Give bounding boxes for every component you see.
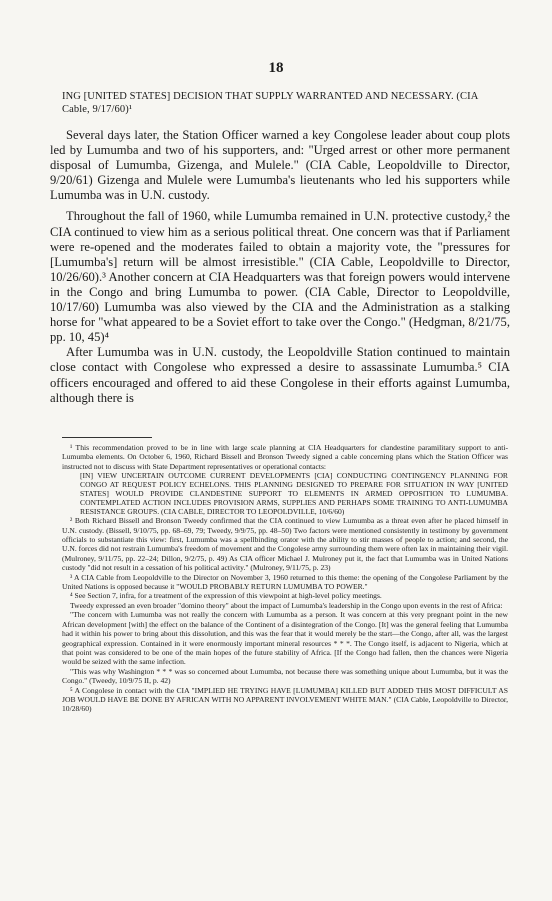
footnote-4: ⁴ See Section 7, infra, for a treatment of the expression of this viewpoint at high-level policy meetings. [70,591,382,601]
footnote-divider [62,437,152,438]
page-number: 18 [268,60,284,76]
footnote-5: ⁵ A Congolese in contact with the CIA "IMPLIED HE TRYING HAVE [LUMUMBA] KILLED BUT ADDED THIS MOST DIFFICULT AS JOB WOULD HAVE BE DONE BY AFRICAN WITH NO APPARENT INVOLVEMENT WHITE MAN." (CIA Cable, Leopoldville to Director, 10/28/60) [62,685,508,714]
main-body [50,128,510,406]
footnote-1: ¹ This recommendation proved to be in line with large scale planning at CIA Headquarters for clandestine paramilitary support to anti-Lumumba elements. On October 6, 1960, Richard Bissell and Bronson Tweedy signed a cable concerning plans which the Station Officer was instructed not to discuss with State Department representatives or operational contacts: [62,443,508,471]
footnote-4-quote-end: "This was why Washington * * * was so concerned about Lumumba, not because there was something unique about Lumumba, but it was the Congo." (Tweedy, 10/9/75 II, p. 42) [62,666,508,686]
body-paragraph-2: Throughout the fall of 1960, while Lumumba remained in U.N. protective custody,² the CIA continued to view him as a serious political threat. One concern was that if Parliament were re-opened and the moderates failed to obtain a majority vote, the "pressures for [Lumumba's] return will be almost irresistible." (CIA Cable, Leopoldville to Director, 10/26/60).³ Another concern at CIA Headquarters was that foreign powers would intervene in the Congo and bring Lumumba to power. (CIA Cable, Director to Leopoldville, 10/17/60) Lumumba was also viewed by the CIA and the Administration as a stalking horse for "what appeared to be a Soviet effort to take over the Congo." (Hedgman, 8/21/75, pp. 10, 45)⁴ [50,209,510,345]
footnote-2: ² Both Richard Bissell and Bronson Tweedy confirmed that the CIA continued to view Lumumba as a threat even after he placed himself in U.N. custody. (Bissell, 9/10/75, pp. 68–69, 79; Tweedy, 9/9/75, pp. 48–50) Two factors were mentioned consistently in testimony by government officials to substantiate this view: first, Lumumba was a spellbinding orator with the ability to stir masses of people to action; and second, the U.N. forces did not restrain Lumumba's freedom of movement and the Congolese army surrounding them were often lax in maintaining their vigil. (Mulroney, 9/11/75, pp. 22–24; Dillon, 9/2/75, p. 49) As CIA officer Michael J. Mulroney put it, the fact that Lumumba was in United Nations custody "did not result in a cessation of his political activity." (Mulroney, 9/11/75, p. 23) [62,516,508,573]
footnote-1-cable-quote: [IN] VIEW UNCERTAIN OUTCOME CURRENT DEVELOPMENTS [CIA] CONDUCTING CONTINGENCY PLANNING FOR CONGO AT REQUEST POLICY ECHELONS. THIS PLANNING DESIGNED TO PREPARE FOR SITUATION IN WAY [UNITED STATES] WOULD PROVIDE CLANDESTINE SUPPORT TO ELEMENTS IN ARMED OPPOSITION TO LUMUMBA. CONTEMPLATED ACTION INCLUDES PROVISION ARMS, SUPPLIES AND PERHAPS SOME TRAINING TO ANTI-LUMUMBA RESISTANCE GROUPS. (CIA CABLE, DIRECTOR TO LEOPOLDVILLE, 10/6/60) [80,471,508,517]
body-paragraph-1: Several days later, the Station Officer warned a key Congolese leader about coup plots led by Lumumba and two of his supporters, and: "Urged arrest or other more permanent disposal of Lumumba, Gizenga, and Mulele." (CIA Cable, Leopoldville to Director, 9/20/61) Gizenga and Mulele were Lumumba's lieutenants who led his supporters while Lumumba was in U.N. custody. [50,128,510,203]
footnotes [62,443,508,714]
body-paragraph-3: After Lumumba was in U.N. custody, the Leopoldville Station continued to maintain close contact with Congolese who expressed a desire to assassinate Lumumba.⁵ CIA officers encouraged and offered to aid these Congolese in their efforts against Lumumba, although there is [50,345,510,405]
footnote-4-continued: Tweedy expressed an even broader "domino theory" about the impact of Lumumba's leadership in the Congo upon events in the rest of Africa: [70,600,503,610]
footnote-4-quote: "The concern with Lumumba was not really the concern with Lumumba as a person. It was concern at this very pregnant point in the new African development [with] the effect on the balance of the Continent of a disintegration of the Congo. [It] was the general feeling that Lumumba had it within his power to bring about this dissolution, and this was the fear that it would merely be the start—the Congo, after all, was the largest geographical expression. Contained in it were enormously important mineral resources * * *. The Congo itself, is adjacent to Nigeria, which at that point was considered to be one of the main hopes of the future stability of Africa. [If the Congo had fallen, then the chances were Nigeria would be seized with the same infection. [62,610,508,667]
footnote-3: ³ A CIA Cable from Leopoldville to the Director on November 3, 1960 returned to this theme: the opening of the Congolese Parliament by the United Nations is opposed because it "WOULD PROBABLY RETURN LUMUMBA TO POWER." [62,572,508,592]
quoted-cable-continuation: ING [UNITED STATES] DECISION THAT SUPPLY WARRANTED AND NECESSARY. (CIA Cable, 9/17/60)¹ [62,91,478,115]
